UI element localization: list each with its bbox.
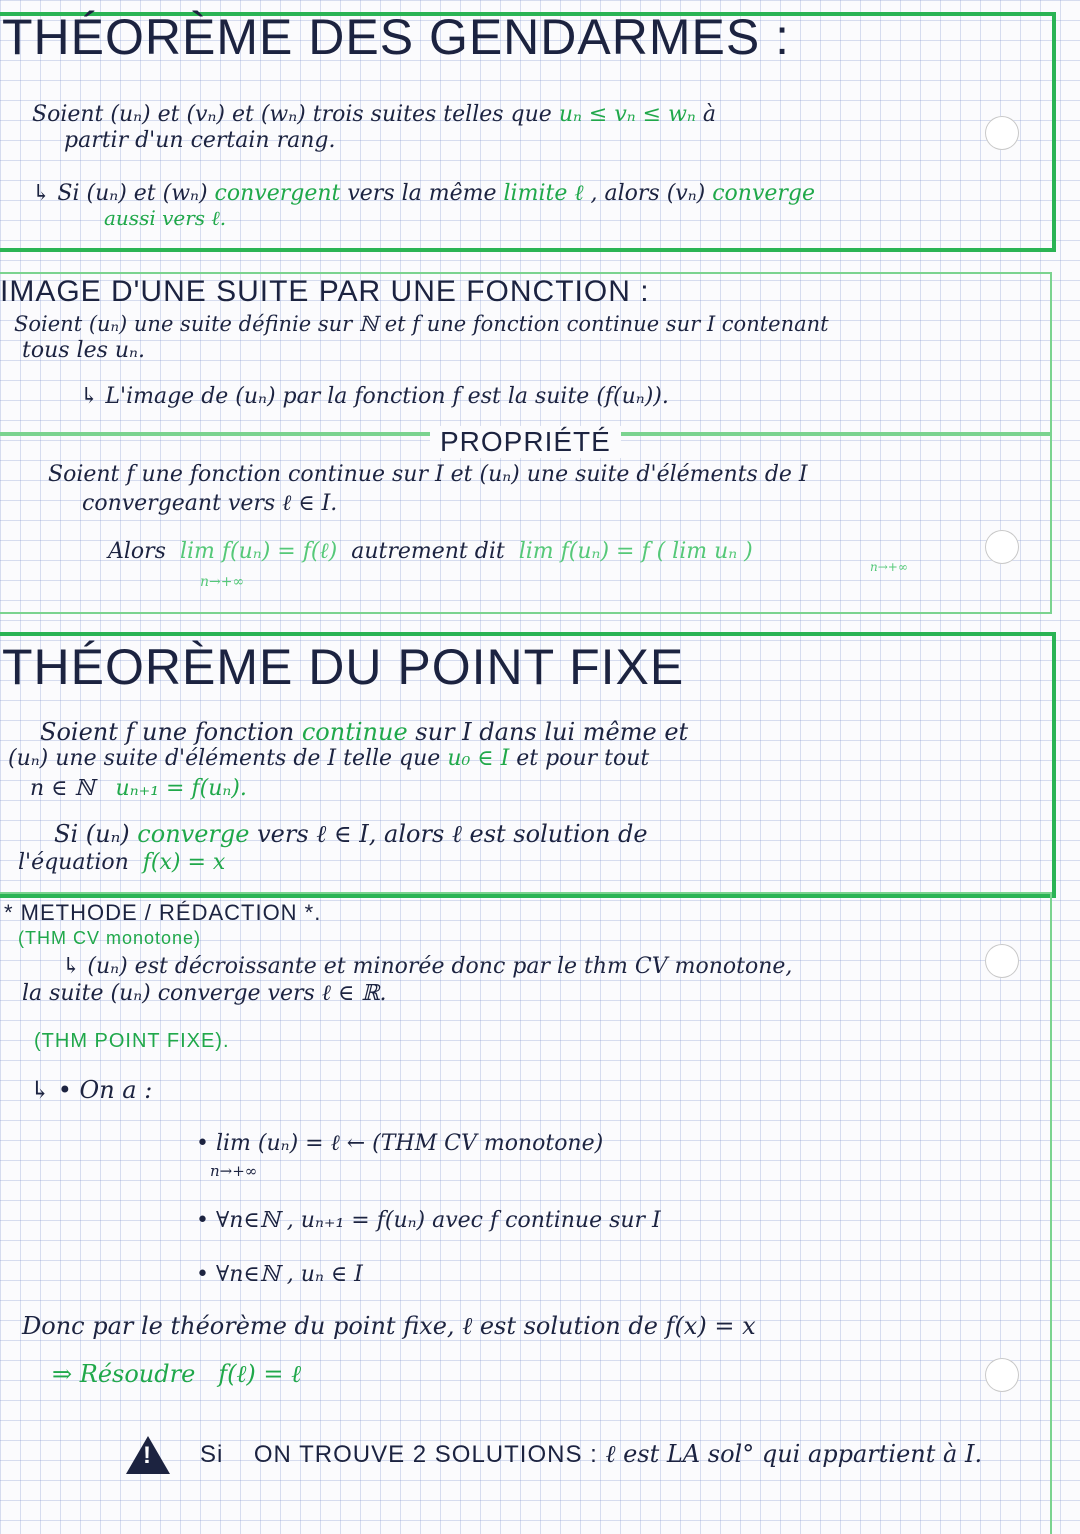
point-fixe-line2: (uₙ) une suite d'éléments de I telle que u₀ ∈ I et pour tout [8, 746, 650, 771]
image-suite-line1: Soient (uₙ) une suite définie sur ℕ et f une fonction continue sur I contenant [14, 312, 829, 336]
method-line1: ↳ (uₙ) est décroissante et minorée donc par le thm CV monotone, [62, 954, 793, 979]
method-resoudre: ⇒ Résoudre f(ℓ) = ℓ [52, 1360, 302, 1388]
property-line1: Soient f une fonction continue sur I et (uₙ) une suite d'éléments de I [48, 462, 808, 487]
image-suite-title: IMAGE D'UNE SUITE PAR UNE FONCTION : [0, 275, 650, 308]
method-on-a: ↳ • On a : [30, 1076, 153, 1104]
method-warning: Si ON TROUVE 2 SOLUTIONS : ℓ est LA sol° qui appartient à I. [200, 1440, 983, 1468]
method-title: * METHODE / RÉDACTION *. [4, 900, 322, 925]
property-title: PROPRIÉTÉ [430, 426, 621, 458]
gendarmes-line2: partir d'un certain rang. [64, 128, 336, 153]
property-line2: convergeant vers ℓ ∈ I. [82, 491, 338, 516]
property-sub2: n→+∞ [870, 560, 908, 574]
property-line3: Alors lim f(uₙ) = f(ℓ) autrement dit lim f(uₙ) = f ( lim uₙ ) [108, 539, 753, 564]
property-sub: n→+∞ [200, 574, 245, 590]
method-bullet2: • ∀n∈ℕ , uₙ₊₁ = f(uₙ) avec f continue sur I [196, 1208, 661, 1233]
method-bullet3: • ∀n∈ℕ , uₙ ∈ I [196, 1262, 363, 1287]
binder-hole [985, 1358, 1019, 1392]
point-fixe-line5: l'équation f(x) = x [18, 850, 226, 875]
image-suite-line2: tous les uₙ. [22, 338, 145, 363]
gendarmes-line1: Soient (uₙ) et (vₙ) et (wₙ) trois suites telles que uₙ ≤ vₙ ≤ wₙ à [32, 102, 716, 127]
gendarmes-line4: aussi vers ℓ. [104, 206, 227, 230]
point-fixe-line1: Soient f une fonction continue sur I dans lui même et [40, 718, 689, 746]
method-bullet1: • lim (uₙ) = ℓ ← (THM CV monotone) [196, 1131, 604, 1156]
gendarmes-line3: ↳ Si (uₙ) et (wₙ) convergent vers la même limite ℓ , alors (vₙ) converge [32, 181, 816, 206]
method-donc: Donc par le théorème du point fixe, ℓ est solution de f(x) = x [22, 1312, 756, 1340]
point-fixe-line3: n ∈ ℕ uₙ₊₁ = f(uₙ). [30, 776, 247, 801]
binder-hole [985, 530, 1019, 564]
warning-icon [126, 1436, 170, 1474]
binder-hole [985, 944, 1019, 978]
property-box [0, 432, 1052, 614]
image-suite-line3: ↳ L'image de (uₙ) par la fonction f est la suite (f(uₙ)). [80, 384, 669, 409]
method-thm1: (THM CV monotone) [18, 928, 202, 948]
point-fixe-title: THÉORÈME DU POINT FIXE [2, 639, 685, 695]
binder-hole [985, 116, 1019, 150]
point-fixe-line4: Si (uₙ) converge vers ℓ ∈ I, alors ℓ est solution de [54, 820, 648, 848]
method-thm2: (THM POINT FIXE). [34, 1030, 230, 1052]
method-line2: la suite (uₙ) converge vers ℓ ∈ ℝ. [22, 981, 387, 1006]
method-bullet1-sub: n→+∞ [210, 1162, 258, 1180]
gendarmes-title: THÉORÈME DES GENDARMES : [2, 9, 790, 65]
gendarmes-inequality: uₙ ≤ vₙ ≤ wₙ [558, 102, 696, 127]
property-formula: lim f(uₙ) = f(ℓ) [179, 539, 338, 564]
property-formula-alt: lim f(uₙ) = f ( lim uₙ ) [518, 539, 753, 564]
